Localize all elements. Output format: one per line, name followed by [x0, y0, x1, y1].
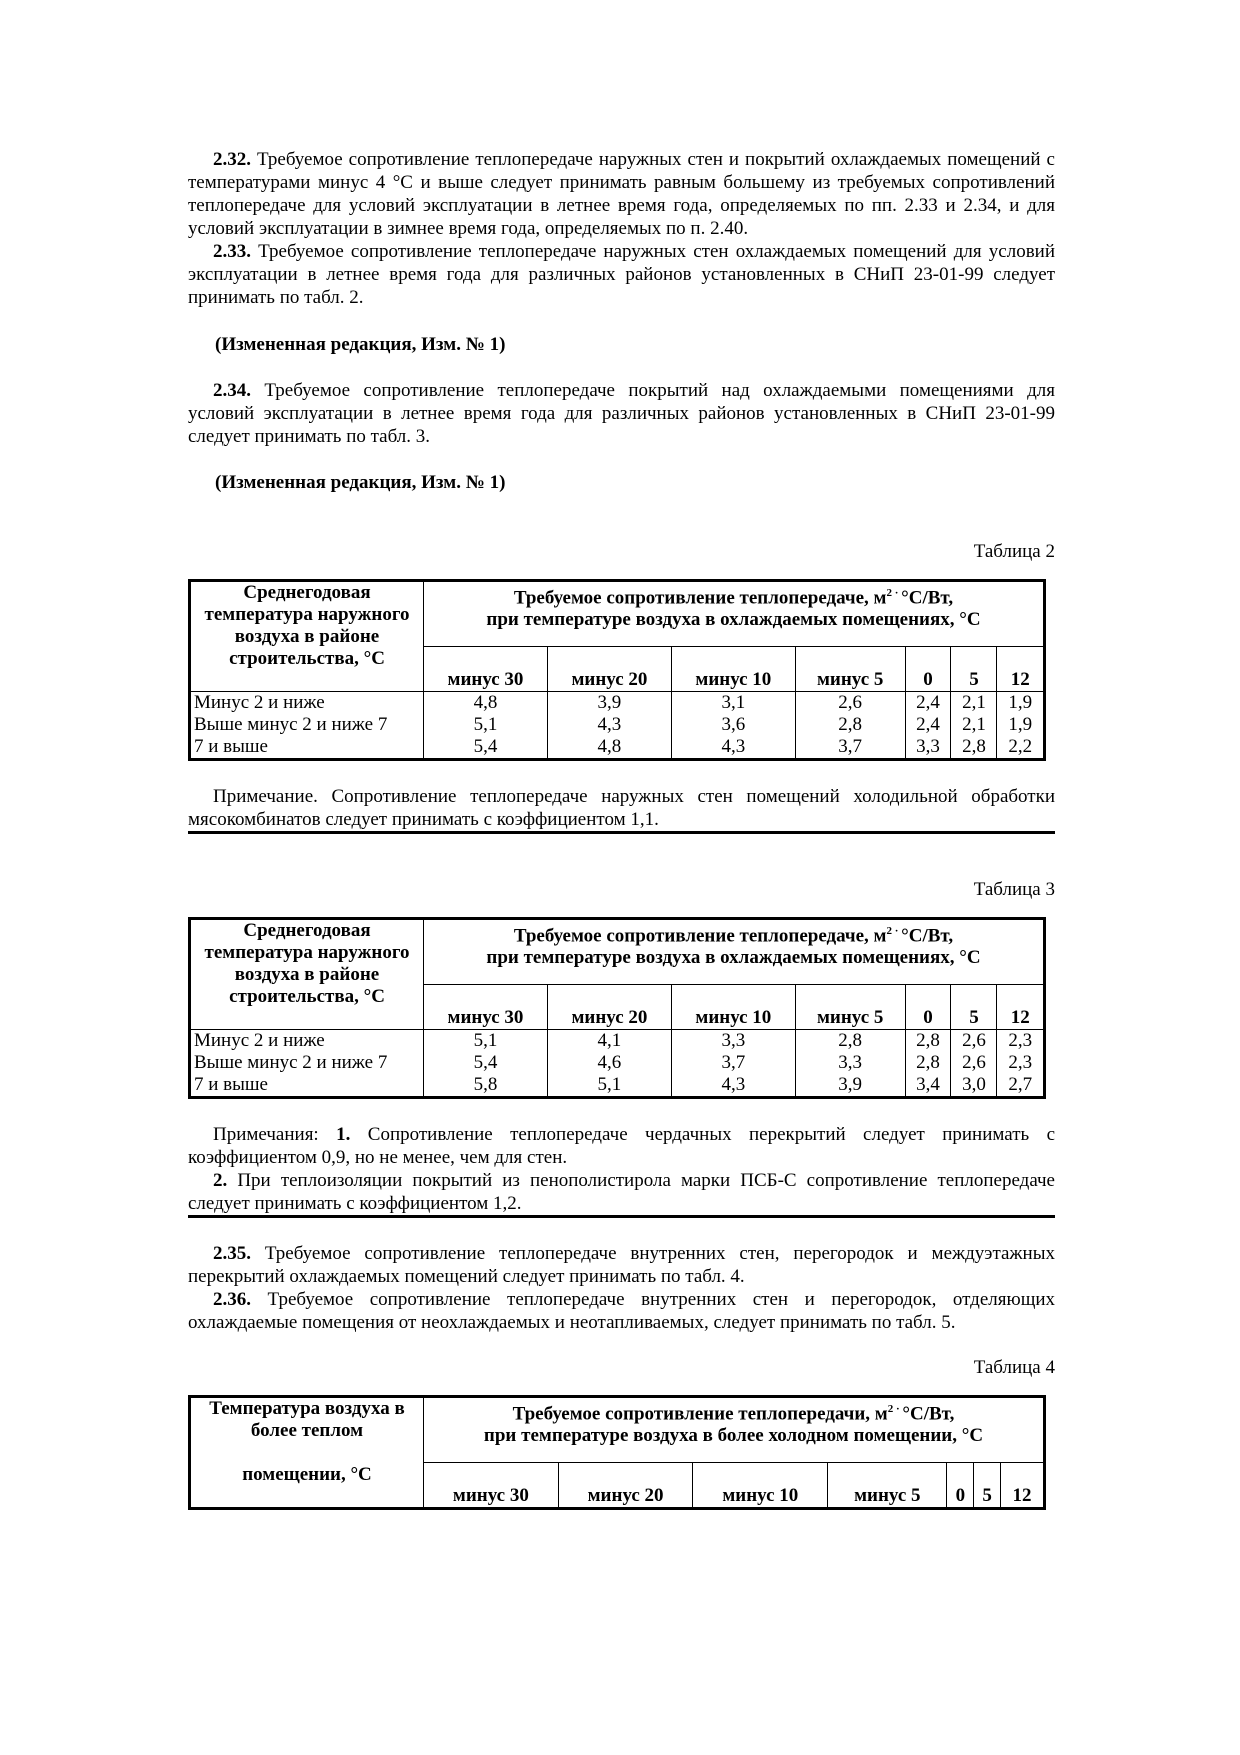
cell: 2,3	[997, 1052, 1045, 1074]
cell: 2,8	[905, 1030, 951, 1053]
table-3-caption: Таблица 3	[973, 879, 1055, 900]
row-label: 7 и выше	[190, 736, 424, 760]
paragraph-2-34	[188, 379, 1055, 448]
sub-header: минус 5	[795, 647, 905, 692]
sub-header: минус 20	[547, 985, 671, 1030]
clause-text: Требуемое сопротивление теплопередаче покрытий над охлаждаемыми помещениями для условий эксплуатации в летнее время года для различных районов установленных в СНиП 23-01-99 следует принимать по табл. 3.	[188, 380, 1055, 447]
cell: 3,3	[905, 736, 951, 760]
cell: 4,3	[547, 714, 671, 736]
amendment-note-1: (Измененная редакция, Изм. № 1)	[215, 334, 506, 355]
table-3-main-header: Требуемое сопротивление теплопередаче, $м^{2 \cdot}$ °С/Вт, при температуре воздуха в охлаждаемых помещениях, °С	[424, 919, 1045, 985]
table-3-note-2: 2. При теплоизоляции покрытий из пенополистирола марки ПСБ-С сопротивление теплопередаче следует принимать с коэффициентом 1,2.	[188, 1169, 1055, 1218]
table-row	[190, 1030, 1045, 1053]
cell: 4,3	[671, 1074, 795, 1098]
paragraph-2-35	[188, 1242, 1055, 1288]
clause-text: Требуемое сопротивление теплопередаче внутренних стен и перегородок, отделяющих охлаждаемые помещения от неохлаждаемых и неотапливаемых, следует принимать по табл. 5.	[188, 1289, 1055, 1333]
sub-header: 5	[951, 985, 997, 1030]
sub-header: 0	[905, 985, 951, 1030]
clause-text: Требуемое сопротивление теплопередаче наружных стен и покрытий охлаждаемых помещений с температурами минус 4 °С и выше следует принимать равным большему из требуемых сопротивлений теплопередаче для условий эксплуатации в летнее время года, определяемых по пп. 2.33 и 2.34, и для условий эксплуатации в зимнее время года, определяемых по п. 2.40.	[188, 149, 1055, 239]
cell: 5,1	[424, 714, 548, 736]
cell: 2,1	[951, 714, 997, 736]
table-2-col1-header: Среднегодовая температура наружного воздуха в районе строительства, °С	[190, 581, 424, 692]
table-4-main-header: Требуемое сопротивление теплопередачи, $м^{2 \cdot}$ °С/Вт, при температуре воздуха в более холодном помещении, °С	[424, 1397, 1045, 1463]
cell: 4,1	[547, 1030, 671, 1053]
cell: 2,8	[905, 1052, 951, 1074]
sub-header: 12	[1001, 1463, 1045, 1509]
cell: 3,6	[671, 714, 795, 736]
paragraph-2-32	[188, 148, 1055, 240]
cell: 3,3	[671, 1030, 795, 1053]
amendment-note-2: (Измененная редакция, Изм. № 1)	[215, 472, 506, 493]
table-2-main-header: Требуемое сопротивление теплопередаче, $м^{2 \cdot}$ °С/Вт, при температуре воздуха в охлаждаемых помещениях, °С	[424, 581, 1045, 647]
sub-header: минус 30	[424, 985, 548, 1030]
table-row	[190, 1074, 1045, 1098]
cell: 1,9	[997, 692, 1045, 715]
table-4-caption: Таблица 4	[973, 1357, 1055, 1378]
table-row	[190, 692, 1045, 715]
sub-header: 12	[997, 647, 1045, 692]
sub-header: минус 20	[558, 1463, 693, 1509]
cell: 4,6	[547, 1052, 671, 1074]
cell: 2,4	[905, 714, 951, 736]
table-2	[188, 579, 1046, 761]
cell: 5,1	[547, 1074, 671, 1098]
row-label: Выше минус 2 и ниже 7	[190, 714, 424, 736]
clause-number: 2.36.	[213, 1289, 251, 1310]
table-2-caption: Таблица 2	[973, 541, 1055, 562]
cell: 2,8	[795, 1030, 905, 1053]
table-4-col1-header: Температура воздуха в более теплом помещении, °С	[190, 1397, 424, 1509]
cell: 2,3	[997, 1030, 1045, 1053]
cell: 3,1	[671, 692, 795, 715]
cell: 3,9	[547, 692, 671, 715]
sub-header: минус 5	[828, 1463, 947, 1509]
row-label: Минус 2 и ниже	[190, 692, 424, 715]
sub-header: минус 10	[671, 647, 795, 692]
cell: 2,2	[997, 736, 1045, 760]
cell: 2,1	[951, 692, 997, 715]
sub-header: минус 30	[424, 647, 548, 692]
sub-header: 0	[905, 647, 951, 692]
cell: 2,7	[997, 1074, 1045, 1098]
sub-header: минус 10	[671, 985, 795, 1030]
cell: 2,4	[905, 692, 951, 715]
clause-number: 2.35.	[213, 1243, 251, 1264]
clause-text: Требуемое сопротивление теплопередаче внутренних стен, перегородок и междуэтажных перекрытий охлаждаемых помещений следует принимать по табл. 4.	[188, 1243, 1055, 1287]
cell: 1,9	[997, 714, 1045, 736]
cell: 3,7	[795, 736, 905, 760]
sub-header: минус 5	[795, 985, 905, 1030]
table-3	[188, 917, 1046, 1099]
cell: 5,4	[424, 1052, 548, 1074]
paragraph-2-33	[188, 240, 1055, 309]
cell: 3,9	[795, 1074, 905, 1098]
cell: 5,8	[424, 1074, 548, 1098]
cell: 4,8	[424, 692, 548, 715]
cell: 5,1	[424, 1030, 548, 1053]
cell: 3,7	[671, 1052, 795, 1074]
sub-header: 5	[974, 1463, 1001, 1509]
sub-header: 0	[947, 1463, 974, 1509]
clause-text: Требуемое сопротивление теплопередаче наружных стен охлаждаемых помещений для условий эксплуатации в летнее время года для различных районов установленных в СНиП 23-01-99 следует принимать по табл. 2.	[188, 241, 1055, 308]
table-3-col1-header: Среднегодовая температура наружного воздуха в районе строительства, °С	[190, 919, 424, 1030]
cell: 3,4	[905, 1074, 951, 1098]
cell: 2,6	[795, 692, 905, 715]
sub-header: минус 30	[424, 1463, 559, 1509]
sub-header: минус 10	[693, 1463, 828, 1509]
clause-number: 2.32.	[213, 149, 251, 170]
cell: 2,8	[951, 736, 997, 760]
clause-number: 2.33.	[213, 241, 251, 262]
cell: 2,6	[951, 1052, 997, 1074]
table-3-note-1: Примечания: 1. Сопротивление теплопередаче чердачных перекрытий следует принимать с коэффициентом 0,9, но не менее, чем для стен.	[188, 1124, 1056, 1168]
sub-header: 5	[951, 647, 997, 692]
row-label: Выше минус 2 и ниже 7	[190, 1052, 424, 1074]
cell: 5,4	[424, 736, 548, 760]
table-row	[190, 1052, 1045, 1074]
document-page	[188, 148, 1055, 1510]
cell: 3,0	[951, 1074, 997, 1098]
table-row	[190, 714, 1045, 736]
cell: 3,3	[795, 1052, 905, 1074]
clause-number: 2.34.	[213, 380, 251, 401]
cell: 2,8	[795, 714, 905, 736]
row-label: 7 и выше	[190, 1074, 424, 1098]
cell: 4,8	[547, 736, 671, 760]
table-4	[188, 1395, 1046, 1510]
sub-header: 12	[997, 985, 1045, 1030]
table-row	[190, 736, 1045, 760]
sub-header: минус 20	[547, 647, 671, 692]
table-2-note: Примечание. Сопротивление теплопередаче наружных стен помещений холодильной обработки мясокомбинатов следует принимать с коэффициентом 1,1.	[188, 785, 1055, 834]
paragraph-2-36	[188, 1288, 1055, 1334]
row-label: Минус 2 и ниже	[190, 1030, 424, 1053]
cell: 2,6	[951, 1030, 997, 1053]
cell: 4,3	[671, 736, 795, 760]
